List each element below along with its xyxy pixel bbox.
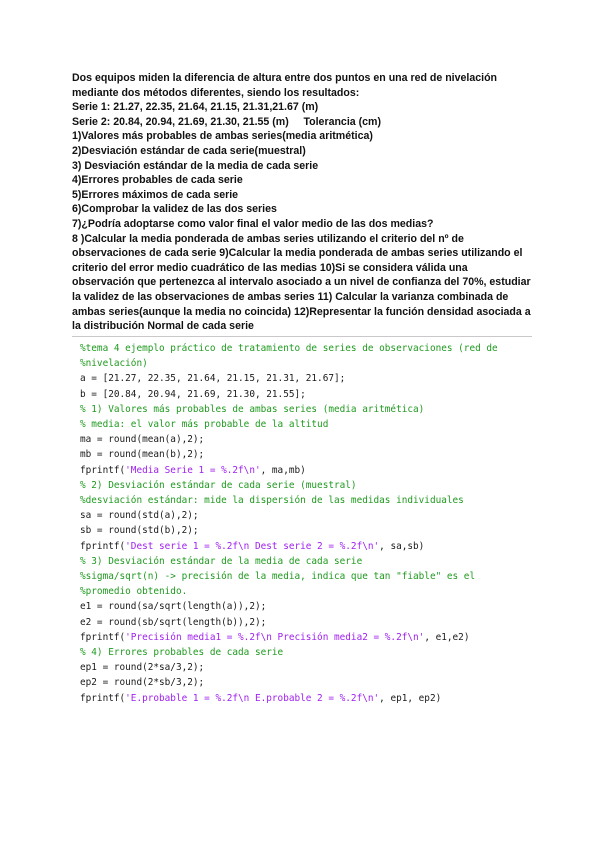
code-line — [80, 523, 532, 538]
code-comment: %promedio obtenido. — [80, 586, 188, 598]
serie-2-values: Serie 2: 20.84, 20.94, 21.69, 21.30, 21.55 (m) Tolerancia (cm) — [72, 115, 381, 128]
code-comment: %sigma/sqrt(n) -> precisión de la media, indica que tan "fiable" es el — [80, 571, 476, 583]
code-line — [80, 447, 532, 462]
intro-line: Dos equipos miden la diferencia de altura entre dos puntos en una red de nivelación — [72, 72, 498, 84]
matlab-code-block — [72, 336, 532, 704]
code-line — [80, 691, 532, 706]
code-text: fprintf( — [80, 540, 126, 552]
code-line — [80, 417, 532, 432]
code-line — [80, 660, 532, 675]
code-line — [80, 356, 532, 371]
code-text: e1 = round(sa/sqrt(length(a)),2); — [80, 601, 267, 613]
problem-statement — [72, 71, 532, 334]
code-string: 'Media Serie 1 = %.2f\n' — [125, 464, 261, 476]
code-text: sa = round(std(a),2); — [80, 510, 199, 522]
code-text: fprintf( — [80, 631, 126, 643]
code-comment: % 4) Errores probables de cada serie — [80, 647, 284, 659]
question-item: 2)Desviación estándar de cada serie(muestral) — [72, 144, 306, 157]
code-line — [80, 554, 532, 569]
code-line — [80, 584, 532, 599]
code-text: ep1 = round(2*sa/3,2); — [80, 662, 205, 674]
code-string: 'E.probable 1 = %.2f\n E.probable 2 = %.2f\n' — [125, 692, 380, 704]
code-string: 'Precisión media1 = %.2f\n Precisión media2 = %.2f\n' — [125, 631, 425, 643]
code-text: fprintf( — [80, 692, 126, 704]
question-item: 7)¿Podría adoptarse como valor final el valor medio de las dos medias? — [72, 217, 434, 230]
serie-1-values: Serie 1: 21.27, 22.35, 21.64, 21.15, 21.31,21.67 (m) — [72, 101, 319, 114]
code-text: b = [20.84, 20.94, 21.69, 21.30, 21.55]; — [80, 388, 306, 400]
code-line — [80, 539, 532, 554]
code-line — [80, 402, 532, 417]
question-item: 4)Errores probables de cada serie — [72, 174, 243, 187]
code-text: ep2 = round(2*sb/3,2); — [80, 677, 205, 689]
code-listing — [80, 341, 532, 706]
code-line — [80, 645, 532, 660]
question-item: 6)Comprobar la validez de las dos series — [72, 203, 277, 216]
code-line — [80, 615, 532, 630]
code-comment: %desviación estándar: mide la dispersión de las medidas individuales — [80, 495, 464, 507]
code-line — [80, 599, 532, 614]
code-text: , ma,mb) — [260, 464, 306, 476]
code-line — [80, 432, 532, 447]
code-line — [80, 341, 532, 356]
code-text: , ep1, ep2) — [379, 692, 442, 704]
question-paragraph: 8 )Calcular la media ponderada de ambas series utilizando el criterio del nº de observaciones de cada serie 9)Calcular la media ponderada de ambas series utilizando el criterio del error medio cuadrático de las medias 10)Si se considera válida una observación que pertenezca al intervalo asociado a un nivel de confianza del 70%, estudiar la validez de las observaciones de ambas series 11) Calcular la varianza combinada de ambas series(aunque la media no coincida) 12)Representar la función densidad asociada a la distribución Normal de cada serie — [72, 232, 531, 333]
code-comment: % 3) Desviación estándar de la media de cada serie — [80, 555, 363, 567]
question-item: 5)Errores máximos de cada serie — [72, 188, 239, 201]
code-line — [80, 371, 532, 386]
question-item: 1)Valores más probables de ambas series(media aritmética) — [72, 130, 373, 143]
code-line — [80, 508, 532, 523]
code-text: ma = round(mean(a),2); — [80, 434, 205, 446]
question-item: 3) Desviación estándar de la media de cada serie — [72, 159, 319, 172]
intro-line: mediante dos métodos diferentes, siendo los resultados: — [72, 86, 360, 99]
code-comment: % 2) Desviación estándar de cada serie (muestral) — [80, 479, 357, 491]
code-line — [80, 478, 532, 493]
code-text: , sa,sb) — [379, 540, 425, 552]
code-comment: %tema 4 ejemplo práctico de tratamiento de series de observaciones (red de — [80, 343, 498, 354]
code-string: 'Dest serie 1 = %.2f\n Dest serie 2 = %.2f\n' — [125, 540, 380, 552]
code-line — [80, 569, 532, 584]
code-text: , e1,e2) — [424, 631, 470, 643]
code-comment: % media: el valor más probable de la altitud — [80, 419, 329, 431]
code-text: fprintf( — [80, 464, 126, 476]
code-text: mb = round(mean(b),2); — [80, 449, 205, 461]
code-text: sb = round(std(b),2); — [80, 525, 199, 537]
code-text: e2 = round(sb/sqrt(length(b)),2); — [80, 616, 267, 628]
code-line — [80, 675, 532, 690]
code-comment: %nivelación) — [80, 358, 148, 370]
code-comment: % 1) Valores más probables de ambas series (media aritmética) — [80, 403, 425, 415]
code-line — [80, 493, 532, 508]
code-text: a = [21.27, 22.35, 21.64, 21.15, 21.31, 21.67]; — [80, 373, 346, 385]
code-line — [80, 387, 532, 402]
code-line — [80, 630, 532, 645]
code-line — [80, 463, 532, 478]
